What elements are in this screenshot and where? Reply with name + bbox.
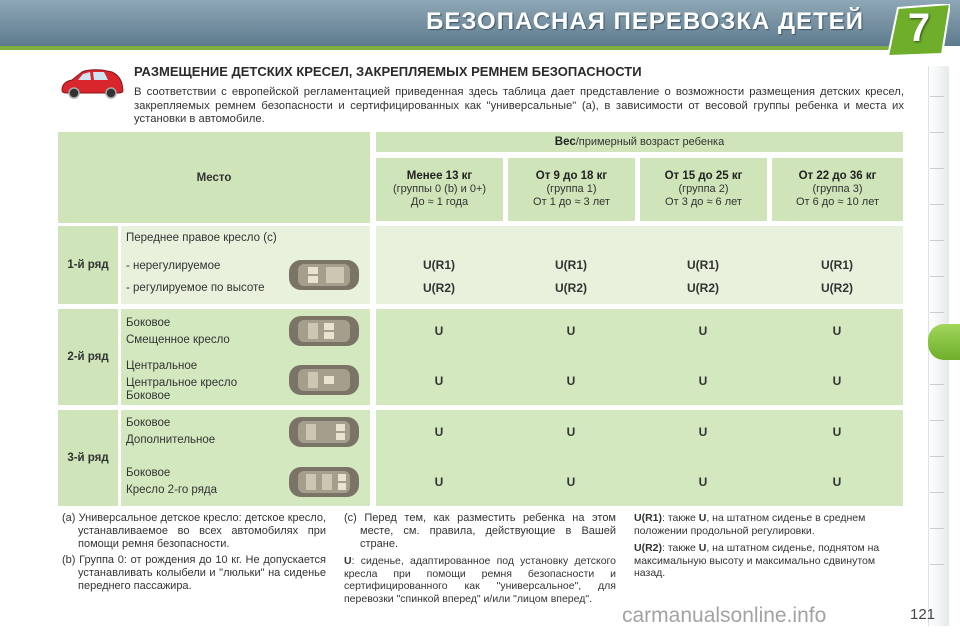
header-accent-line — [0, 46, 930, 50]
value-cell: U — [698, 374, 708, 388]
value-cell: U — [566, 425, 576, 439]
footnote-r2-text: : также — [662, 542, 699, 554]
value-cell: U — [832, 374, 842, 388]
page-header — [0, 0, 960, 58]
value-cell: U — [434, 324, 444, 338]
value-cell: U(R2) — [821, 281, 853, 295]
footnote-u — [344, 555, 616, 605]
intro-paragraph: В соответствии с европейской регламентацией приведенная здесь таблица дает представление о возможности размещения детских кресел, закрепляемых ремнем безопасности и сертифицированных как "универсальные" (а), в зависимости от весовой группы ребенка и места их установки в автомобиле. — [134, 86, 904, 126]
active-chapter-tab[interactable] — [928, 324, 960, 360]
footnote-r1 — [634, 512, 904, 537]
group-age: От 6 до ≈ 10 лет — [795, 196, 879, 208]
group-header — [376, 158, 503, 221]
row-label: 3-й ряд — [67, 452, 109, 464]
footnote-r2 — [634, 542, 904, 580]
footnote-r1-u: U — [698, 512, 707, 524]
group-sub: (группы 0 (b) и 0+) — [392, 183, 487, 195]
value-cell: U — [434, 425, 444, 439]
value-cell: U(R1) — [555, 258, 587, 272]
value-cell: U(R1) — [821, 258, 853, 272]
seat-line: Переднее правое кресло (с) — [126, 232, 277, 244]
value-cell: U(R2) — [687, 281, 719, 295]
tab-divider — [930, 276, 944, 277]
tab-divider — [930, 132, 944, 133]
seat-line: Боковое — [126, 317, 171, 329]
seat-diagram-icon — [288, 363, 360, 397]
group-header — [772, 158, 903, 221]
value-cell: U — [434, 374, 444, 388]
seat-line: Боковое — [126, 390, 171, 402]
seat-diagram-icon — [288, 314, 360, 348]
page-number: 121 — [910, 606, 936, 623]
group-header — [640, 158, 767, 221]
place-header-label: Место — [196, 171, 232, 184]
footnote-c — [344, 512, 616, 551]
place-header — [58, 132, 370, 223]
value-cell: U — [698, 324, 708, 338]
footnote-u-term: U — [344, 555, 352, 567]
group-header — [508, 158, 635, 221]
group-age: От 3 до ≈ 6 лет — [665, 196, 742, 208]
footnote-u-text: : сиденье, адаптированное под установку детского кресла при помощи ремня безопасности и сертифицированного как "универсальное", для перевозки "спинкой вперед" и/или "лицом вперед". — [344, 555, 616, 605]
group-title: От 15 до 25 кг — [664, 170, 743, 182]
group-age: От 1 до ≈ 3 лет — [533, 196, 610, 208]
tab-divider — [930, 420, 944, 421]
footnote-r1-text: : также — [662, 512, 699, 524]
tab-divider — [930, 240, 944, 241]
row-label: 2-й ряд — [67, 351, 109, 363]
value-cell: U(R2) — [555, 281, 587, 295]
seat-line: - регулируемое по высоте — [126, 282, 265, 294]
footnote-r2-u: U — [698, 542, 707, 554]
value-cell: U — [832, 324, 842, 338]
footnote-b-text: (b) Группа 0: от рождения до 10 кг. Не допускается устанавливать колыбели и "люльки" на сиденье переднего пассажира. — [62, 554, 326, 592]
value-cell: U — [832, 475, 842, 489]
group-age: До ≈ 1 года — [410, 196, 469, 208]
group-sub: (группа 2) — [678, 183, 729, 195]
tab-divider — [930, 384, 944, 385]
seat-line: Смещенное кресло — [126, 334, 230, 346]
chapter-title: БЕЗОПАСНАЯ ПЕРЕВОЗКА ДЕТЕЙ — [426, 8, 864, 35]
footnote-r2-text-b: , на штатном сиденье, поднятом на максимальную высоту и максимально сдвинутом назад. — [634, 542, 880, 579]
seat-line: Боковое — [126, 467, 171, 479]
tab-divider — [930, 96, 944, 97]
tab-divider — [930, 528, 944, 529]
weight-header-rest: /примерный возраст ребенка — [575, 135, 725, 148]
value-cell: U(R1) — [423, 258, 455, 272]
chapter-tabs — [928, 66, 960, 626]
tab-divider — [930, 456, 944, 457]
seat-line: Центральное кресло — [126, 377, 238, 389]
row-label: 1-й ряд — [67, 259, 109, 271]
tab-divider — [930, 312, 944, 313]
car-icon — [58, 66, 126, 100]
weight-header — [376, 132, 903, 152]
row-label-cell — [58, 226, 118, 304]
footnote-c-text: (c) Перед тем, как разместить ребенка на этом месте, см. правила, действующие в Вашей стране. — [344, 512, 616, 550]
tab-divider — [930, 564, 944, 565]
tab-divider — [930, 492, 944, 493]
value-cell: U — [698, 425, 708, 439]
value-cell: U — [566, 324, 576, 338]
seat-diagram-icon — [288, 465, 360, 499]
value-cell: U — [566, 374, 576, 388]
footnote-r1-term: U(R1) — [634, 512, 662, 524]
seat-line: Боковое — [126, 417, 171, 429]
tab-divider — [930, 204, 944, 205]
group-title: От 22 до 36 кг — [798, 170, 877, 182]
row-label-cell — [58, 410, 118, 506]
value-cell: U — [698, 475, 708, 489]
section-title: РАЗМЕЩЕНИЕ ДЕТСКИХ КРЕСЕЛ, ЗАКРЕПЛЯЕМЫХ РЕМНЕМ БЕЗОПАСНОСТИ — [134, 64, 642, 79]
seat-diagram-icon — [288, 415, 360, 449]
row-label-cell — [58, 309, 118, 405]
seat-line: Дополнительное — [126, 434, 216, 446]
chapter-badge — [888, 4, 950, 56]
seat-line: Центральное — [126, 360, 198, 372]
value-cell: U(R1) — [687, 258, 719, 272]
footnote-r1-text-b: , на штатном сиденье в среднем положении продольной регулировки. — [634, 512, 866, 537]
seat-line: - нерегулируемое — [126, 260, 221, 272]
group-sub: (группа 3) — [812, 183, 863, 195]
seat-line: Кресло 2-го ряда — [126, 484, 218, 496]
tab-divider — [930, 168, 944, 169]
value-cell: U(R2) — [423, 281, 455, 295]
value-cell: U — [566, 475, 576, 489]
value-cell: U — [434, 475, 444, 489]
value-cell: U — [832, 425, 842, 439]
group-sub: (группа 1) — [546, 183, 597, 195]
footnote-a-text: (a) Универсальное детское кресло: детское кресло, устанавливаемое во всех автомобилях при помощи ремня безопасности. — [62, 512, 326, 550]
footnote-r2-term: U(R2) — [634, 542, 662, 554]
weight-header-bold: Вес — [554, 135, 576, 148]
watermark: carmanualsonline.info — [622, 604, 827, 627]
footnote-b — [62, 554, 326, 593]
footnote-a — [62, 512, 326, 551]
group-title: Менее 13 кг — [406, 170, 473, 182]
seat-diagram-icon — [288, 258, 360, 292]
chapter-number: 7 — [907, 6, 931, 50]
group-title: От 9 до 18 кг — [535, 170, 608, 182]
